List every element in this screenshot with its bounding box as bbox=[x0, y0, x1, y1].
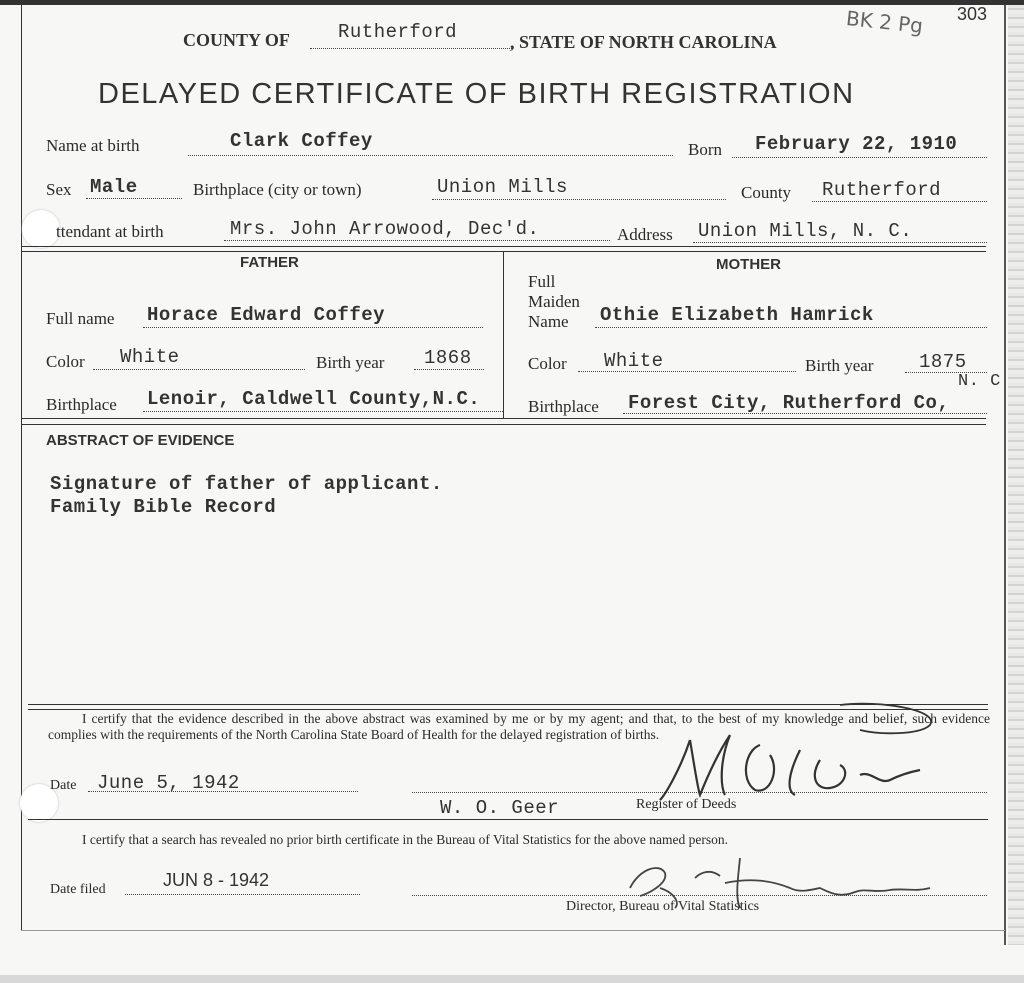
attendant-label: ttendant at birth bbox=[56, 222, 164, 241]
father-heading: FATHER bbox=[240, 254, 299, 271]
birthplace-underline bbox=[432, 199, 726, 200]
cert-2-date-value: JUN 8 - 1942 bbox=[163, 870, 270, 890]
evidence-heading: ABSTRACT OF EVIDENCE bbox=[46, 432, 235, 449]
mother-heading: MOTHER bbox=[716, 256, 781, 273]
cert-1-date-value: June 5, 1942 bbox=[97, 772, 240, 794]
divider-top-1 bbox=[22, 246, 986, 247]
attendant-underline bbox=[224, 240, 610, 241]
father-birthplace-value: Lenoir, Caldwell County,N.C. bbox=[147, 388, 481, 410]
name-underline bbox=[188, 155, 673, 156]
punch-hole-top bbox=[22, 210, 60, 248]
state-suffix: , STATE OF NORTH CAROLINA bbox=[510, 32, 777, 52]
born-label: Born bbox=[688, 140, 722, 159]
mother-color-value: White bbox=[604, 350, 664, 372]
address-value: Union Mills, N. C. bbox=[698, 220, 913, 242]
father-color-value: White bbox=[120, 346, 180, 368]
divider-mid-1 bbox=[22, 418, 986, 419]
mother-name-label-3: Name bbox=[528, 312, 569, 331]
father-birthplace-label: Birthplace bbox=[46, 395, 117, 414]
father-name-value: Horace Edward Coffey bbox=[147, 304, 386, 326]
name-at-birth-label: Name at birth bbox=[46, 136, 140, 155]
divider-top-2 bbox=[22, 251, 986, 252]
left-border bbox=[21, 5, 22, 930]
sex-label: Sex bbox=[46, 180, 72, 199]
cert-2-date-underline bbox=[125, 894, 360, 895]
name-at-birth-value: Clark Coffey bbox=[230, 130, 373, 152]
document-title: DELAYED CERTIFICATE OF BIRTH REGISTRATION bbox=[98, 78, 855, 110]
mother-name-label-2: Maiden bbox=[528, 292, 580, 311]
county-prefix: COUNTY OF bbox=[183, 30, 290, 50]
mother-color-underline bbox=[578, 371, 796, 372]
top-edge bbox=[0, 0, 1024, 5]
mother-birthplace-overflow: N. C bbox=[958, 372, 1001, 391]
cert-2-date-label: Date filed bbox=[50, 882, 106, 897]
cert-1-date-label: Date bbox=[50, 778, 77, 793]
cert-2-text: I certify that a search has revealed no prior birth certificate in the Bureau of Vital Statistics for the above named person. bbox=[82, 832, 728, 847]
father-birthplace-underline bbox=[143, 411, 503, 412]
father-name-label: Full name bbox=[46, 309, 115, 328]
born-value: February 22, 1910 bbox=[755, 133, 958, 155]
county-field-underline bbox=[812, 201, 987, 202]
mother-birthplace-label: Birthplace bbox=[528, 397, 599, 416]
mother-name-label-1: Full bbox=[528, 272, 556, 291]
county-value: Rutherford bbox=[338, 21, 458, 43]
mother-color-label: Color bbox=[528, 354, 567, 373]
cert-1-date-underline bbox=[88, 791, 358, 792]
register-title: Register of Deeds bbox=[636, 797, 737, 812]
bottom-border bbox=[21, 930, 1005, 931]
evidence-line-2: Family Bible Record bbox=[50, 496, 277, 518]
divider-cert-3 bbox=[28, 819, 988, 820]
mother-birthplace-underline bbox=[623, 413, 987, 414]
father-birth-year-underline bbox=[414, 369, 484, 370]
mother-name-value: Othie Elizabeth Hamrick bbox=[600, 304, 874, 326]
sex-underline bbox=[86, 198, 182, 199]
county-field-value: Rutherford bbox=[822, 179, 942, 201]
father-birth-year-value: 1868 bbox=[424, 347, 472, 369]
address-label: Address bbox=[617, 225, 673, 244]
county-underline bbox=[310, 48, 512, 49]
corner-note: BK 2 Pg bbox=[844, 6, 925, 38]
evidence-line-1: Signature of father of applicant. bbox=[50, 473, 443, 495]
father-name-underline bbox=[143, 327, 483, 328]
father-color-underline bbox=[93, 369, 305, 370]
birthplace-value: Union Mills bbox=[437, 176, 568, 198]
mother-birthplace-value: Forest City, Rutherford Co, bbox=[628, 392, 950, 414]
divider-mid-2 bbox=[22, 424, 986, 425]
father-color-label: Color bbox=[46, 352, 85, 371]
sex-value: Male bbox=[90, 176, 138, 198]
attendant-value: Mrs. John Arrowood, Dec'd. bbox=[230, 218, 540, 240]
parents-divider bbox=[503, 252, 504, 418]
born-underline bbox=[732, 157, 987, 158]
register-signature bbox=[620, 700, 940, 810]
register-name: W. O. Geer bbox=[440, 797, 560, 819]
mother-birth-year-label: Birth year bbox=[805, 356, 874, 375]
page-number: 303 bbox=[957, 4, 988, 24]
address-underline bbox=[693, 242, 987, 243]
father-birth-year-label: Birth year bbox=[316, 353, 385, 372]
right-scan-edge bbox=[1008, 5, 1024, 945]
right-border bbox=[1004, 5, 1006, 945]
mother-name-underline bbox=[595, 327, 987, 328]
director-title: Director, Bureau of Vital Statistics bbox=[566, 899, 760, 914]
bottom-band bbox=[0, 975, 1024, 983]
county-label: County bbox=[741, 183, 792, 202]
mother-birth-year-value: 1875 bbox=[919, 351, 967, 373]
cert-1-text: I certify that the evidence described in the above abstract was examined by me or by my agent; and that, to the best of my knowledge and belief, such evidence complies with the requirements of the North Carolina State Board of Health for the delayed registration of births. bbox=[48, 711, 990, 742]
birthplace-label: Birthplace (city or town) bbox=[193, 180, 362, 199]
